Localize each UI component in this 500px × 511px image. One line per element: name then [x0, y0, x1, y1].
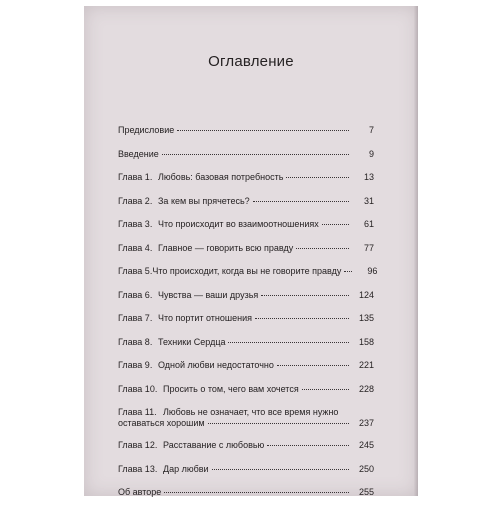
dot-leader: [286, 177, 349, 178]
toc-entry-chapter-8: [118, 337, 374, 361]
toc-entry-chapter-4: [118, 243, 374, 267]
entry-text: Что происходит, когда вы не говорите правду: [152, 266, 342, 276]
toc-entry-introduction: [118, 149, 374, 173]
page-title: Оглавление: [208, 53, 294, 70]
chapter-number: Глава 11.: [118, 407, 157, 417]
entry-text: Любовь: базовая потребность: [158, 172, 284, 182]
dot-leader: [208, 423, 349, 424]
dot-leader: [344, 271, 352, 272]
entry-text: Что происходит во взаимоотношениях: [158, 219, 319, 229]
chapter-number: Глава 5.: [118, 266, 153, 276]
toc-entry-chapter-10: [118, 384, 374, 408]
chapter-number: Глава 7.: [118, 313, 153, 323]
entry-text: Об авторе: [118, 487, 162, 497]
page-number: 77: [363, 242, 374, 253]
entry-text: Техники Сердца: [158, 336, 226, 347]
page-edge: [414, 6, 418, 496]
entry-text: Одной любви недостаточно: [158, 360, 274, 370]
book-page: [84, 6, 418, 496]
dot-leader: [296, 248, 349, 249]
dot-leader: [162, 154, 349, 155]
dot-leader: [277, 365, 349, 366]
chapter-number: Глава 3.: [118, 219, 153, 229]
page-number: 124: [358, 289, 374, 300]
toc-entry-chapter-5: [118, 266, 378, 290]
entry-text: Главное — говорить всю правду: [158, 242, 294, 253]
dot-leader: [255, 318, 349, 319]
chapter-number: Глава 10.: [118, 383, 158, 394]
toc-entry-chapter-12: [118, 440, 374, 464]
dot-leader: [212, 469, 349, 470]
page-number: 135: [358, 313, 374, 323]
chapter-number: Глава 6.: [118, 289, 153, 300]
chapter-number: Глава 1.: [118, 172, 153, 182]
page-number: 13: [363, 172, 374, 182]
dot-leader: [322, 224, 349, 225]
entry-text: За кем вы прячетесь?: [158, 195, 250, 206]
toc-entry-chapter-7: [118, 313, 374, 337]
entry-text: Любовь не означает, что все время нужно: [163, 407, 339, 417]
toc-entry-chapter-9: [118, 360, 374, 384]
toc-entry-chapter-13: [118, 464, 374, 488]
dot-leader: [164, 492, 349, 493]
page-number: 221: [358, 360, 374, 370]
chapter-number: Глава 13.: [118, 463, 158, 474]
page-number: 158: [358, 336, 374, 347]
toc-entry-chapter-1: [118, 172, 374, 196]
entry-text: Что портит отношения: [158, 313, 252, 323]
chapter-number: Глава 8.: [118, 336, 153, 347]
toc-entry-chapter-3: [118, 219, 374, 243]
dot-leader: [253, 201, 349, 202]
page-number: 7: [368, 125, 374, 135]
dot-leader: [267, 445, 349, 446]
page-number: 228: [358, 383, 374, 394]
page-number: 255: [358, 487, 374, 497]
toc-entry-preface: [118, 125, 374, 149]
chapter-number: Глава 12.: [118, 440, 158, 450]
page-number: 250: [358, 463, 374, 474]
entry-text: Чувства — ваши друзья: [158, 289, 259, 300]
entry-text: Предисловие: [118, 125, 175, 135]
page-number: 61: [363, 219, 374, 229]
entry-text: Введение: [118, 148, 159, 159]
table-of-contents: [118, 125, 378, 511]
toc-entry-chapter-11: [118, 407, 374, 440]
dot-leader: [228, 342, 349, 343]
entry-text: Расставание с любовью: [163, 440, 265, 450]
chapter-number: Глава 4.: [118, 242, 153, 253]
dot-leader: [261, 295, 349, 296]
chapter-number: Глава 2.: [118, 195, 153, 206]
toc-entry-chapter-6: [118, 290, 374, 314]
entry-text: Дар любви: [163, 463, 209, 474]
entry-text-continued: оставаться хорошим: [118, 418, 205, 428]
page-number: 237: [358, 418, 374, 428]
toc-entry-chapter-2: [118, 196, 374, 220]
page-number: 31: [363, 195, 374, 206]
page-number: 9: [368, 148, 374, 159]
dot-leader: [177, 130, 349, 131]
entry-text: Просить о том, чего вам хочется: [163, 383, 299, 394]
page-number: 245: [358, 440, 374, 450]
chapter-number: Глава 9.: [118, 360, 153, 370]
toc-entry-about-author: [118, 487, 374, 511]
page-number: 96: [367, 266, 378, 276]
dot-leader: [302, 389, 349, 390]
